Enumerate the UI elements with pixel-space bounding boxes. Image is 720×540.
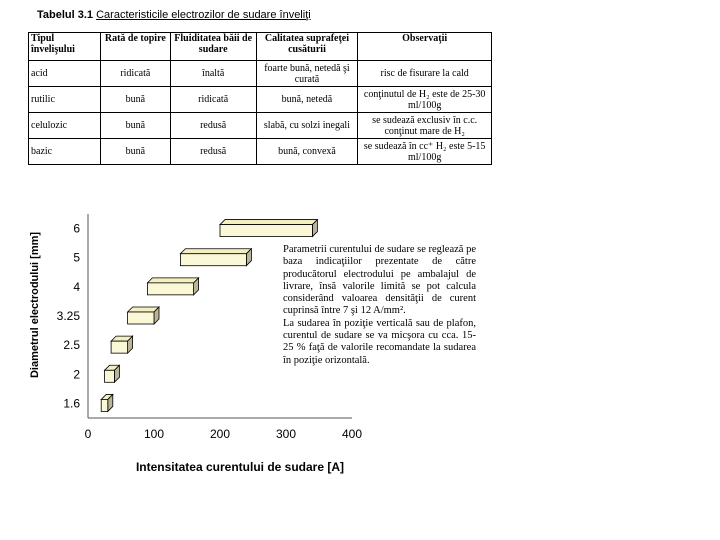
bar — [105, 370, 115, 382]
table-cell: ridicată — [170, 87, 256, 113]
bar — [101, 399, 108, 411]
y-tick-label: 4 — [73, 279, 80, 294]
y-tick-label: 5 — [73, 250, 80, 265]
table-cell: conţinutul de H₂ este de 25-30 ml/100g — [358, 87, 492, 113]
table-cell: bună, convexă — [256, 139, 358, 165]
table-cell: acid — [29, 61, 101, 87]
electrode-properties-table — [28, 32, 492, 165]
header-cell: Calitatea suprafeţei cusăturii — [256, 33, 358, 61]
table-cell: înaltă — [170, 61, 256, 87]
x-tick-label: 0 — [84, 427, 92, 441]
table-row — [29, 87, 492, 113]
table-cell: rutilic — [29, 87, 101, 113]
table-cell: ridicată — [100, 61, 170, 87]
table-header-row — [29, 33, 492, 61]
table-title — [37, 9, 311, 21]
table-cell: risc de fisurare la cald — [358, 61, 492, 87]
header-cell: Rată de topire — [100, 33, 170, 61]
table-row — [29, 139, 492, 165]
table-cell: bună — [100, 139, 170, 165]
welding-current-paragraph — [283, 244, 476, 367]
table-cell: celulozic — [29, 113, 101, 139]
table-cell: foarte bună, netedă şi curată — [256, 61, 358, 87]
header-cell: Observaţii — [358, 33, 492, 61]
table-number: Tabelul 3.1 — [37, 9, 94, 21]
bar — [220, 225, 312, 237]
y-axis-label: Diametrul electrodului [mm] — [29, 231, 41, 379]
table-cell: redusă — [170, 113, 256, 139]
bar — [180, 254, 246, 266]
y-tick-label: 3.25 — [56, 309, 80, 323]
x-tick-label: 200 — [209, 427, 231, 441]
y-tick-label: 2 — [73, 367, 80, 382]
table-cell: bazic — [29, 139, 101, 165]
y-tick-label: 1.6 — [63, 396, 80, 411]
bar — [128, 312, 154, 324]
table-row — [29, 61, 492, 87]
table-cell: se sudează în cc⁺ H₂ este 5-15 ml/100g — [358, 139, 492, 165]
table-cell: slabă, cu solzi inegali — [256, 113, 358, 139]
bar-top — [180, 249, 251, 254]
header-cell: Fluiditatea băii de sudare — [170, 33, 256, 61]
header-cell: Tipul învelişului — [29, 33, 101, 61]
table-cell: bună — [100, 87, 170, 113]
x-tick-label: 100 — [143, 427, 165, 441]
table-cell: se sudează exclusiv în c.c. conţinut mare de H₂ — [358, 113, 492, 139]
table-row — [29, 113, 492, 139]
table-cell: bună — [100, 113, 170, 139]
y-tick-label: 6 — [73, 221, 80, 236]
table-caption: Caracteristicile electrozilor de sudare înveliţi — [96, 9, 311, 21]
bar — [147, 283, 193, 295]
bar-top — [220, 220, 317, 225]
table-cell: redusă — [170, 139, 256, 165]
x-tick-label: 400 — [341, 427, 363, 441]
x-tick-label: 300 — [275, 427, 297, 441]
x-axis-label: Intensitatea curentului de sudare [A] — [135, 460, 345, 474]
bar-top — [147, 278, 198, 283]
paragraph-text-2: La sudarea în poziţie verticală sau de plafon, curentul de sudare se va micşora cu cca. 15-25 % faţă de valorile recomandate la sudarea în poziţie orizontală. — [283, 317, 476, 366]
table-cell: bună, netedă — [256, 87, 358, 113]
paragraph-text-1: Parametrii curentului de sudare se reglează pe baza indicaţiilor prezentate de către producătorul electrodului pe ambalajul de livrare, însă valorile limită se pot calcula considerând valoarea densităţii de curent cuprinsă între 7 şi 12 A/mm². — [283, 244, 476, 317]
y-tick-label: 2.5 — [63, 338, 80, 353]
bar — [111, 341, 128, 353]
